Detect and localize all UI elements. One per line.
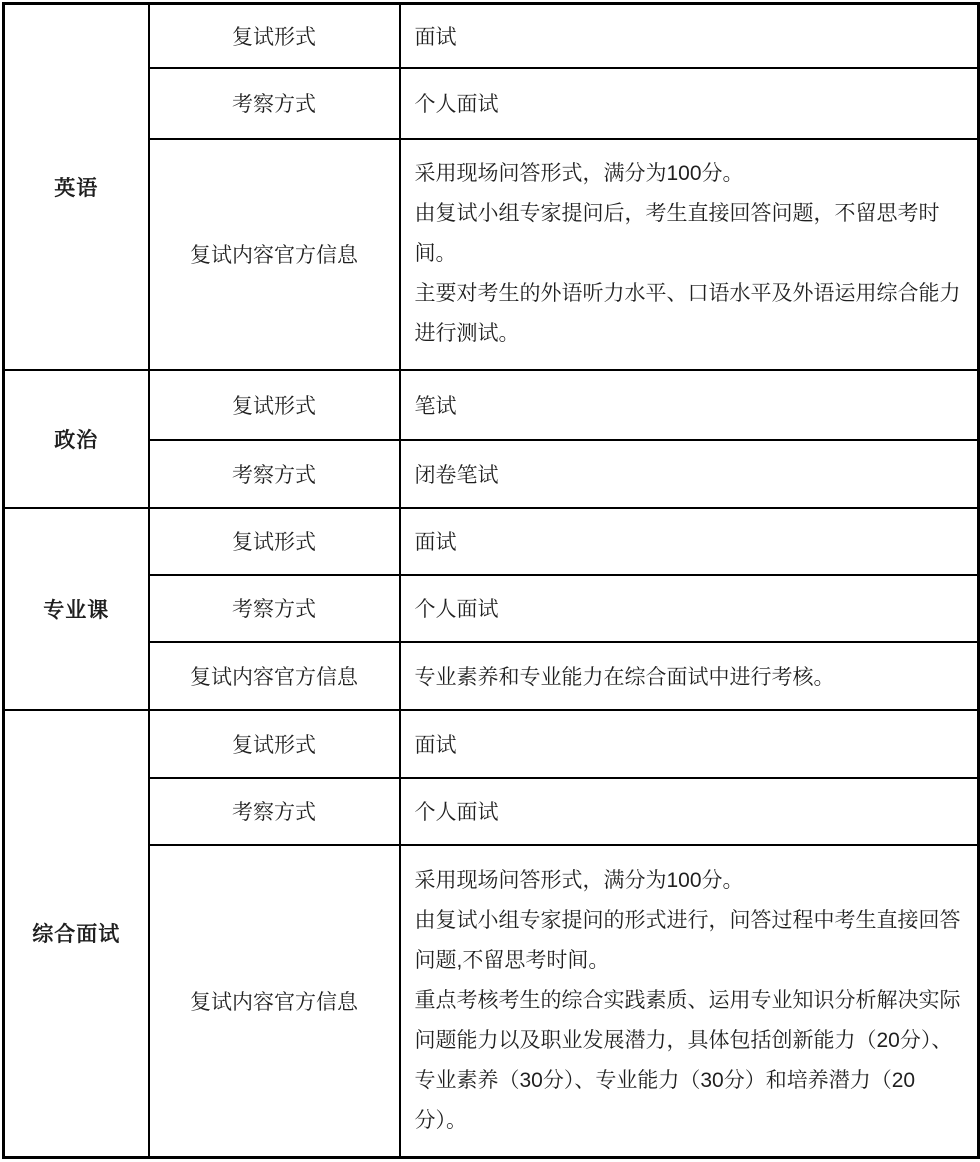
label-cell: 复试内容官方信息 — [149, 642, 400, 710]
label-cell: 复试形式 — [149, 370, 400, 440]
table-row — [4, 778, 979, 845]
label-cell: 复试形式 — [149, 508, 400, 575]
table-row — [4, 508, 979, 575]
label-cell: 考察方式 — [149, 440, 400, 508]
label-cell: 考察方式 — [149, 575, 400, 642]
review-info-table — [2, 2, 980, 1159]
table-row — [4, 845, 979, 1158]
value-cell: 专业素养和专业能力在综合面试中进行考核。 — [400, 642, 979, 710]
label-cell: 考察方式 — [149, 778, 400, 845]
subject-cell-english: 英语 — [4, 4, 149, 370]
value-cell: 个人面试 — [400, 575, 979, 642]
table-row — [4, 575, 979, 642]
label-cell: 复试内容官方信息 — [149, 845, 400, 1158]
table-row — [4, 68, 979, 139]
label-cell: 考察方式 — [149, 68, 400, 139]
value-paragraph: 主要对考生的外语听力水平、口语水平及外语运用综合能力进行测试。 — [414, 282, 961, 345]
label-cell: 复试形式 — [149, 710, 400, 778]
value-cell: 笔试 — [400, 370, 979, 440]
value-paragraph: 重点考核考生的综合实践素质、运用专业知识分析解决实际问题能力以及职业发展潜力，具体包括创新能力（20分）、专业素养（30分）、专业能力（30分）和培养潜力（20分）。 — [414, 988, 961, 1132]
table-row — [4, 642, 979, 710]
value-cell: 面试 — [400, 4, 979, 68]
value-paragraph: 采用现场问答形式，满分为100分。 — [414, 162, 744, 185]
value-cell: 闭卷笔试 — [400, 440, 979, 508]
value-cell — [400, 845, 979, 1158]
subject-cell-comprehensive-interview: 综合面试 — [4, 710, 149, 1158]
subject-cell-major-course: 专业课 — [4, 508, 149, 710]
value-cell: 个人面试 — [400, 68, 979, 139]
table-row — [4, 4, 979, 68]
label-cell: 复试形式 — [149, 4, 400, 68]
table-row — [4, 440, 979, 508]
table-row — [4, 370, 979, 440]
table-row — [4, 139, 979, 370]
value-paragraph: 由复试小组专家提问的形式进行，问答过程中考生直接回答问题,不留思考时间。 — [414, 908, 961, 972]
value-paragraph: 采用现场问答形式，满分为100分。 — [414, 868, 744, 892]
value-cell: 面试 — [400, 508, 979, 575]
value-cell: 个人面试 — [400, 778, 979, 845]
table-row — [4, 710, 979, 778]
value-paragraph: 由复试小组专家提问后，考生直接回答问题，不留思考时间。 — [414, 202, 940, 265]
value-cell — [400, 139, 979, 370]
label-cell: 复试内容官方信息 — [149, 139, 400, 370]
subject-cell-politics: 政治 — [4, 370, 149, 508]
value-cell: 面试 — [400, 710, 979, 778]
